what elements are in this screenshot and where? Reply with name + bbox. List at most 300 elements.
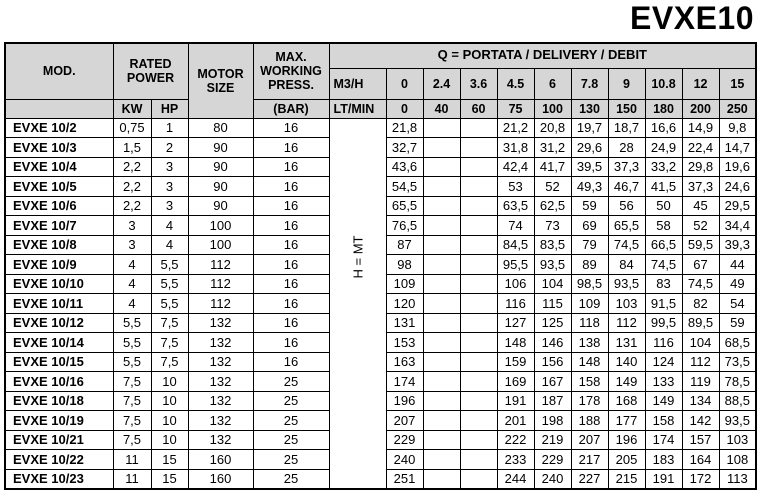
head-value-cell: 156 (534, 352, 571, 372)
head-value-cell: 174 (645, 430, 682, 450)
head-value-cell: 53 (497, 177, 534, 197)
hp-cell: 5,5 (151, 274, 188, 294)
head-value-cell: 44 (719, 255, 756, 275)
head-value-cell: 98 (386, 255, 423, 275)
motor-size-cell: 90 (188, 138, 253, 158)
head-value-cell (423, 157, 460, 177)
head-value-cell: 37,3 (682, 177, 719, 197)
motor-size-cell: 112 (188, 274, 253, 294)
head-value-cell: 187 (534, 391, 571, 411)
head-value-cell: 95,5 (497, 255, 534, 275)
head-value-cell: 142 (682, 411, 719, 431)
motor-size-cell: 132 (188, 430, 253, 450)
col-header-kw: KW (113, 99, 151, 118)
head-value-cell: 24,9 (645, 138, 682, 158)
motor-size-cell: 132 (188, 352, 253, 372)
head-value-cell (423, 138, 460, 158)
kw-cell: 7,5 (113, 372, 151, 392)
motor-size-cell: 160 (188, 469, 253, 489)
head-value-cell: 227 (571, 469, 608, 489)
head-value-cell: 229 (386, 430, 423, 450)
motor-size-cell: 132 (188, 333, 253, 353)
max-press-cell: 16 (253, 196, 329, 216)
hp-cell: 5,5 (151, 294, 188, 314)
ltmin-value-cell: 130 (571, 99, 608, 118)
head-value-cell (423, 372, 460, 392)
model-cell: EVXE 10/16 (5, 372, 113, 392)
max-press-cell: 25 (253, 391, 329, 411)
kw-cell: 0,75 (113, 118, 151, 138)
hp-cell: 15 (151, 469, 188, 489)
head-value-cell: 159 (497, 352, 534, 372)
m3h-value-cell: 0 (386, 68, 423, 99)
head-value-cell: 29,6 (571, 138, 608, 158)
head-value-cell: 46,7 (608, 177, 645, 197)
motor-size-cell: 90 (188, 177, 253, 197)
head-value-cell: 62,5 (534, 196, 571, 216)
head-value-cell: 131 (386, 313, 423, 333)
head-value-cell: 59 (719, 313, 756, 333)
head-value-cell (460, 333, 497, 353)
head-value-cell: 131 (608, 333, 645, 353)
head-value-cell: 196 (608, 430, 645, 450)
head-value-cell (460, 118, 497, 138)
m3h-label: M3/H (329, 68, 386, 99)
head-value-cell: 125 (534, 313, 571, 333)
kw-cell: 4 (113, 294, 151, 314)
max-press-cell: 16 (253, 216, 329, 236)
ltmin-value-cell: 40 (423, 99, 460, 118)
max-press-cell: 25 (253, 450, 329, 470)
ltmin-value-cell: 150 (608, 99, 645, 118)
head-value-cell: 49 (719, 274, 756, 294)
head-value-cell: 58 (645, 216, 682, 236)
col-header-max-working-press: MAX. WORKING PRESS. (253, 43, 329, 99)
motor-size-cell: 112 (188, 255, 253, 275)
m3h-value-cell: 4.5 (497, 68, 534, 99)
max-press-cell: 25 (253, 372, 329, 392)
page-title: EVXE10 (630, 0, 754, 36)
head-value-cell: 177 (608, 411, 645, 431)
head-value-cell: 93,5 (534, 255, 571, 275)
head-value-cell: 73 (534, 216, 571, 236)
head-value-cell: 42,4 (497, 157, 534, 177)
head-value-cell (423, 430, 460, 450)
ltmin-value-cell: 0 (386, 99, 423, 118)
head-value-cell (423, 469, 460, 489)
head-value-cell: 21,2 (497, 118, 534, 138)
table-header (5, 43, 756, 118)
head-value-cell: 20,8 (534, 118, 571, 138)
kw-cell: 11 (113, 450, 151, 470)
hp-cell: 10 (151, 411, 188, 431)
head-value-cell (423, 450, 460, 470)
head-value-cell (460, 372, 497, 392)
max-press-cell: 16 (253, 294, 329, 314)
model-cell: EVXE 10/9 (5, 255, 113, 275)
model-cell: EVXE 10/12 (5, 313, 113, 333)
head-value-cell: 127 (497, 313, 534, 333)
motor-size-cell: 90 (188, 157, 253, 177)
head-value-cell (460, 177, 497, 197)
max-press-cell: 16 (253, 352, 329, 372)
q-delivery-header: Q = PORTATA / DELIVERY / DEBIT (329, 43, 756, 68)
hp-cell: 1 (151, 118, 188, 138)
head-value-cell: 196 (386, 391, 423, 411)
head-value-cell: 88,5 (719, 391, 756, 411)
head-value-cell: 174 (386, 372, 423, 392)
head-value-cell: 251 (386, 469, 423, 489)
head-value-cell: 222 (497, 430, 534, 450)
hp-cell: 4 (151, 235, 188, 255)
kw-cell: 4 (113, 274, 151, 294)
head-value-cell: 74 (497, 216, 534, 236)
ltmin-value-cell: 100 (534, 99, 571, 118)
h-unit-cell (329, 118, 386, 489)
header-row-ltmin (5, 99, 756, 118)
head-value-cell: 240 (386, 450, 423, 470)
head-value-cell (460, 294, 497, 314)
head-value-cell: 118 (571, 313, 608, 333)
head-value-cell: 49,3 (571, 177, 608, 197)
head-value-cell: 18,7 (608, 118, 645, 138)
head-value-cell (423, 313, 460, 333)
kw-cell: 4 (113, 255, 151, 275)
head-value-cell: 19,7 (571, 118, 608, 138)
head-value-cell: 29,8 (682, 157, 719, 177)
head-value-cell: 217 (571, 450, 608, 470)
kw-cell: 2,2 (113, 196, 151, 216)
head-value-cell: 207 (386, 411, 423, 431)
head-value-cell (460, 157, 497, 177)
m3h-value-cell: 15 (719, 68, 756, 99)
head-value-cell: 73,5 (719, 352, 756, 372)
hp-cell: 3 (151, 196, 188, 216)
head-value-cell: 104 (682, 333, 719, 353)
head-value-cell: 9,8 (719, 118, 756, 138)
kw-cell: 7,5 (113, 391, 151, 411)
hp-cell: 7,5 (151, 352, 188, 372)
head-value-cell: 39,5 (571, 157, 608, 177)
head-value-cell: 119 (682, 372, 719, 392)
head-value-cell (423, 411, 460, 431)
head-value-cell: 140 (608, 352, 645, 372)
model-cell: EVXE 10/22 (5, 450, 113, 470)
head-value-cell: 188 (571, 411, 608, 431)
hp-cell: 15 (151, 450, 188, 470)
head-value-cell: 93,5 (608, 274, 645, 294)
head-value-cell (423, 294, 460, 314)
kw-cell: 7,5 (113, 430, 151, 450)
head-value-cell: 29,5 (719, 196, 756, 216)
head-value-cell: 41,7 (534, 157, 571, 177)
head-value-cell: 74,5 (608, 235, 645, 255)
m3h-value-cell: 9 (608, 68, 645, 99)
head-value-cell (423, 352, 460, 372)
head-value-cell: 112 (682, 352, 719, 372)
max-press-cell: 16 (253, 118, 329, 138)
ltmin-value-cell: 250 (719, 99, 756, 118)
head-value-cell: 178 (571, 391, 608, 411)
head-value-cell: 219 (534, 430, 571, 450)
head-value-cell: 14,9 (682, 118, 719, 138)
head-value-cell: 82 (682, 294, 719, 314)
head-value-cell: 106 (497, 274, 534, 294)
h-unit-label: H = MT (350, 235, 366, 278)
hp-cell: 7,5 (151, 333, 188, 353)
head-value-cell (460, 411, 497, 431)
head-value-cell: 89 (571, 255, 608, 275)
head-value-cell: 31,2 (534, 138, 571, 158)
m3h-value-cell: 3.6 (460, 68, 497, 99)
head-value-cell: 183 (645, 450, 682, 470)
head-value-cell (423, 255, 460, 275)
head-value-cell: 28 (608, 138, 645, 158)
head-value-cell: 149 (608, 372, 645, 392)
head-value-cell (460, 196, 497, 216)
max-press-cell: 16 (253, 157, 329, 177)
head-value-cell: 120 (386, 294, 423, 314)
head-value-cell: 112 (608, 313, 645, 333)
ltmin-value-cell: 200 (682, 99, 719, 118)
head-value-cell: 33,2 (645, 157, 682, 177)
head-value-cell: 78,5 (719, 372, 756, 392)
kw-cell: 3 (113, 235, 151, 255)
head-value-cell: 34,4 (719, 216, 756, 236)
head-value-cell: 37,3 (608, 157, 645, 177)
max-press-cell: 16 (253, 313, 329, 333)
col-header-mod: MOD. (5, 43, 113, 99)
head-value-cell: 68,5 (719, 333, 756, 353)
model-cell: EVXE 10/21 (5, 430, 113, 450)
head-value-cell (423, 274, 460, 294)
head-value-cell: 52 (682, 216, 719, 236)
head-value-cell (460, 235, 497, 255)
head-value-cell: 153 (386, 333, 423, 353)
head-value-cell: 31,8 (497, 138, 534, 158)
kw-cell: 5,5 (113, 313, 151, 333)
head-value-cell (423, 235, 460, 255)
head-value-cell: 148 (571, 352, 608, 372)
ltmin-label: LT/MIN (329, 99, 386, 118)
pump-spec-table (4, 42, 757, 490)
head-value-cell: 99,5 (645, 313, 682, 333)
head-value-cell: 113 (719, 469, 756, 489)
model-cell: EVXE 10/23 (5, 469, 113, 489)
head-value-cell: 91,5 (645, 294, 682, 314)
head-value-cell: 104 (534, 274, 571, 294)
head-value-cell: 124 (645, 352, 682, 372)
head-value-cell: 83 (645, 274, 682, 294)
head-value-cell: 56 (608, 196, 645, 216)
col-header-motor-size: MOTOR SIZE (188, 43, 253, 118)
head-value-cell: 115 (534, 294, 571, 314)
model-cell: EVXE 10/11 (5, 294, 113, 314)
head-value-cell (423, 118, 460, 138)
head-value-cell: 65,5 (386, 196, 423, 216)
head-value-cell (423, 216, 460, 236)
head-value-cell: 167 (534, 372, 571, 392)
head-value-cell: 146 (534, 333, 571, 353)
hp-cell: 10 (151, 372, 188, 392)
motor-size-cell: 160 (188, 450, 253, 470)
head-value-cell: 158 (645, 411, 682, 431)
head-value-cell: 233 (497, 450, 534, 470)
head-value-cell: 215 (608, 469, 645, 489)
head-value-cell: 45 (682, 196, 719, 216)
model-cell: EVXE 10/2 (5, 118, 113, 138)
motor-size-cell: 100 (188, 235, 253, 255)
m3h-value-cell: 10.8 (645, 68, 682, 99)
head-value-cell: 157 (682, 430, 719, 450)
max-press-cell: 16 (253, 333, 329, 353)
head-value-cell (460, 255, 497, 275)
head-value-cell: 65,5 (608, 216, 645, 236)
head-value-cell: 76,5 (386, 216, 423, 236)
model-cell: EVXE 10/18 (5, 391, 113, 411)
head-value-cell: 148 (497, 333, 534, 353)
hp-cell: 3 (151, 177, 188, 197)
head-value-cell (460, 391, 497, 411)
head-value-cell: 103 (719, 430, 756, 450)
ltmin-value-cell: 60 (460, 99, 497, 118)
max-press-cell: 16 (253, 274, 329, 294)
table-body (5, 118, 756, 489)
head-value-cell (460, 430, 497, 450)
model-cell: EVXE 10/14 (5, 333, 113, 353)
max-press-cell: 16 (253, 138, 329, 158)
m3h-value-cell: 6 (534, 68, 571, 99)
head-value-cell: 19,6 (719, 157, 756, 177)
head-value-cell: 191 (497, 391, 534, 411)
head-value-cell: 164 (682, 450, 719, 470)
head-value-cell (423, 196, 460, 216)
head-value-cell: 54 (719, 294, 756, 314)
table-row (5, 118, 756, 138)
head-value-cell (423, 177, 460, 197)
head-value-cell: 84 (608, 255, 645, 275)
head-value-cell: 39,3 (719, 235, 756, 255)
hp-cell: 4 (151, 216, 188, 236)
head-value-cell: 93,5 (719, 411, 756, 431)
head-value-cell (460, 138, 497, 158)
head-value-cell: 54,5 (386, 177, 423, 197)
kw-cell: 1,5 (113, 138, 151, 158)
hp-cell: 10 (151, 430, 188, 450)
head-value-cell: 207 (571, 430, 608, 450)
max-press-cell: 16 (253, 235, 329, 255)
header-row-q (5, 43, 756, 68)
model-cell: EVXE 10/10 (5, 274, 113, 294)
head-value-cell: 198 (534, 411, 571, 431)
head-value-cell: 149 (645, 391, 682, 411)
m3h-value-cell: 7.8 (571, 68, 608, 99)
model-cell: EVXE 10/15 (5, 352, 113, 372)
head-value-cell: 43,6 (386, 157, 423, 177)
m3h-value-cell: 12 (682, 68, 719, 99)
head-value-cell: 74,5 (682, 274, 719, 294)
head-value-cell: 133 (645, 372, 682, 392)
motor-size-cell: 90 (188, 196, 253, 216)
head-value-cell: 79 (571, 235, 608, 255)
col-header-hp: HP (151, 99, 188, 118)
m3h-value-cell: 2.4 (423, 68, 460, 99)
head-value-cell: 59,5 (682, 235, 719, 255)
head-value-cell (460, 216, 497, 236)
head-value-cell: 63,5 (497, 196, 534, 216)
head-value-cell: 116 (497, 294, 534, 314)
max-press-cell: 25 (253, 469, 329, 489)
head-value-cell: 109 (571, 294, 608, 314)
head-value-cell: 191 (645, 469, 682, 489)
hp-cell: 5,5 (151, 255, 188, 275)
model-cell: EVXE 10/5 (5, 177, 113, 197)
head-value-cell: 87 (386, 235, 423, 255)
head-value-cell (460, 352, 497, 372)
kw-cell: 2,2 (113, 157, 151, 177)
motor-size-cell: 132 (188, 313, 253, 333)
model-cell: EVXE 10/3 (5, 138, 113, 158)
head-value-cell: 109 (386, 274, 423, 294)
kw-cell: 5,5 (113, 352, 151, 372)
head-value-cell: 168 (608, 391, 645, 411)
head-value-cell: 169 (497, 372, 534, 392)
head-value-cell: 52 (534, 177, 571, 197)
head-value-cell: 24,6 (719, 177, 756, 197)
head-value-cell: 158 (571, 372, 608, 392)
max-press-cell: 25 (253, 411, 329, 431)
motor-size-cell: 132 (188, 391, 253, 411)
ltmin-value-cell: 75 (497, 99, 534, 118)
head-value-cell: 103 (608, 294, 645, 314)
max-press-cell: 25 (253, 430, 329, 450)
model-cell: EVXE 10/4 (5, 157, 113, 177)
head-value-cell: 14,7 (719, 138, 756, 158)
hp-cell: 3 (151, 157, 188, 177)
head-value-cell (460, 313, 497, 333)
head-value-cell (460, 469, 497, 489)
kw-cell: 2,2 (113, 177, 151, 197)
head-value-cell: 108 (719, 450, 756, 470)
head-value-cell: 59 (571, 196, 608, 216)
head-value-cell: 240 (534, 469, 571, 489)
hp-cell: 10 (151, 391, 188, 411)
head-value-cell: 172 (682, 469, 719, 489)
kw-cell: 3 (113, 216, 151, 236)
head-value-cell: 67 (682, 255, 719, 275)
head-value-cell: 163 (386, 352, 423, 372)
head-value-cell: 138 (571, 333, 608, 353)
motor-size-cell: 100 (188, 216, 253, 236)
head-value-cell: 21,8 (386, 118, 423, 138)
head-value-cell: 50 (645, 196, 682, 216)
head-value-cell: 74,5 (645, 255, 682, 275)
hp-cell: 7,5 (151, 313, 188, 333)
head-value-cell (460, 274, 497, 294)
kw-cell: 5,5 (113, 333, 151, 353)
head-value-cell: 116 (645, 333, 682, 353)
head-value-cell: 32,7 (386, 138, 423, 158)
kw-cell: 11 (113, 469, 151, 489)
ltmin-value-cell: 180 (645, 99, 682, 118)
max-press-cell: 16 (253, 177, 329, 197)
head-value-cell: 201 (497, 411, 534, 431)
head-value-cell: 84,5 (497, 235, 534, 255)
model-cell: EVXE 10/8 (5, 235, 113, 255)
head-value-cell: 229 (534, 450, 571, 470)
head-value-cell: 22,4 (682, 138, 719, 158)
motor-size-cell: 132 (188, 372, 253, 392)
